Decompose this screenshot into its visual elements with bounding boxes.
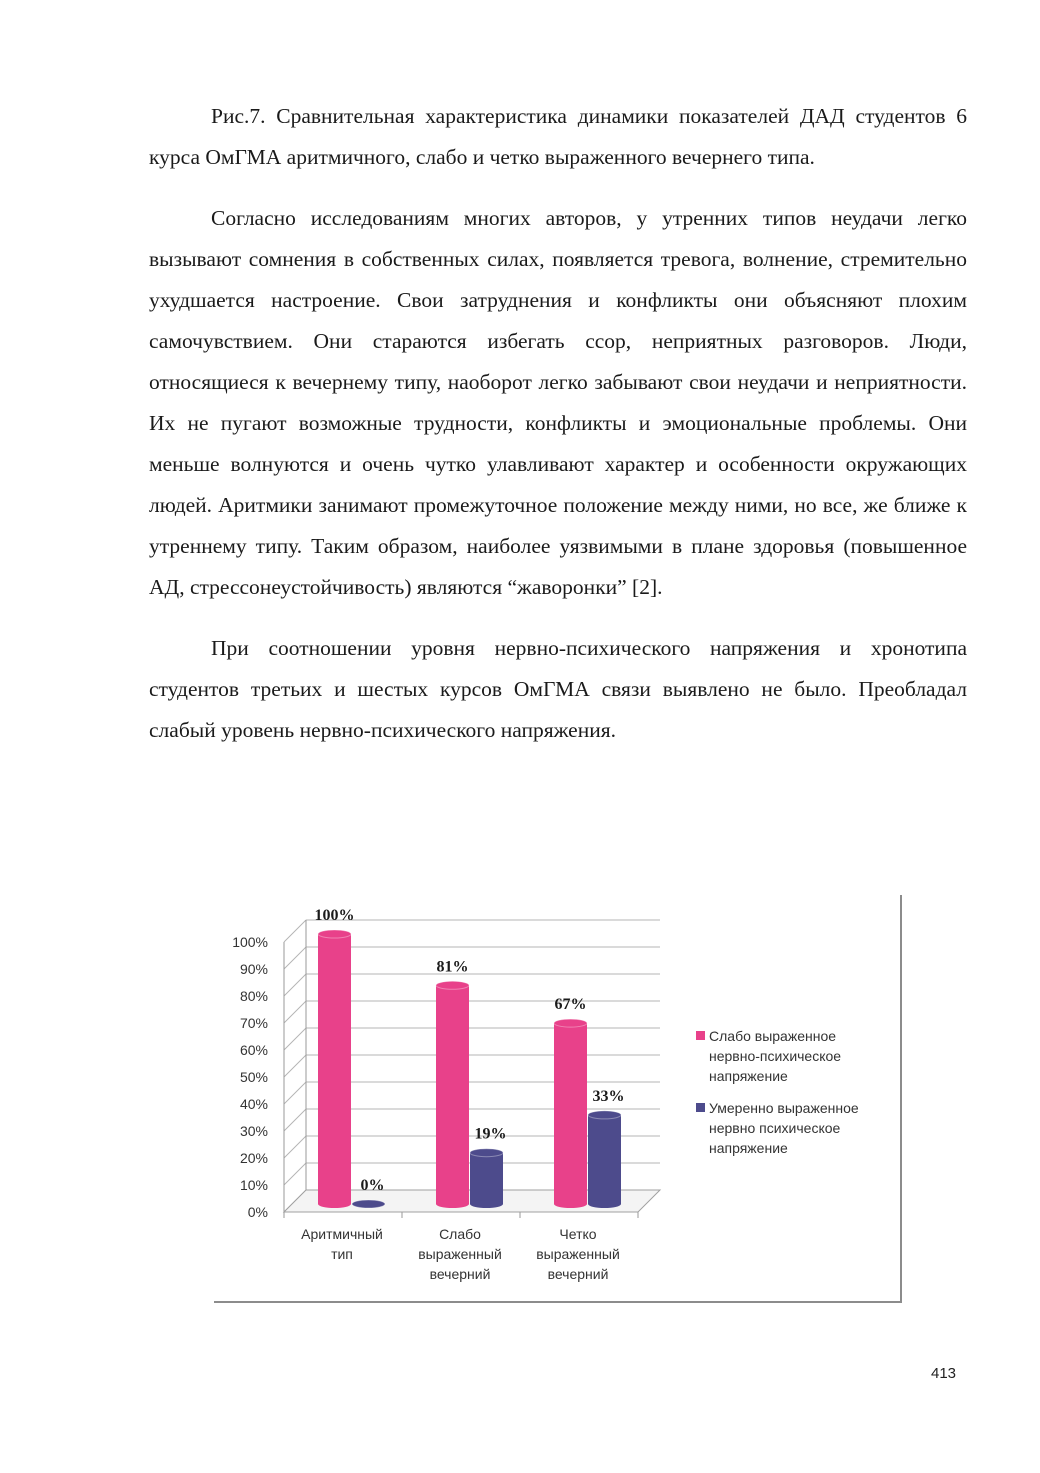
chart-container <box>214 895 902 1303</box>
data-label: 81% <box>436 958 469 976</box>
bar-top <box>318 930 351 938</box>
y-tick-label: 20% <box>239 1150 268 1166</box>
bar-base <box>588 1200 621 1208</box>
page-text <box>149 96 967 751</box>
y-tick-label: 90% <box>239 961 268 977</box>
data-label: 100% <box>314 907 355 924</box>
bar <box>554 1023 587 1204</box>
y-tick-label: 80% <box>239 988 268 1004</box>
legend-label: нервно-психическое <box>709 1048 842 1064</box>
x-tick-label: выраженный <box>418 1246 502 1262</box>
bar <box>318 934 351 1204</box>
y-tick-label: 0% <box>247 1204 268 1220</box>
gridline-depth <box>284 1136 306 1158</box>
bar-base <box>318 1200 351 1208</box>
y-tick-label: 30% <box>239 1123 268 1139</box>
x-tick-label: вечерний <box>429 1266 491 1282</box>
y-tick-label: 60% <box>239 1042 268 1058</box>
legend-label: напряжение <box>709 1140 788 1156</box>
data-label: 19% <box>474 1125 507 1143</box>
bar-top <box>588 1111 621 1119</box>
legend-swatch <box>696 1031 705 1040</box>
x-tick-label: выраженный <box>536 1246 620 1262</box>
bar-base <box>436 1200 469 1208</box>
figure-caption: Рис.7. Сравнительная характеристика динамики показателей ДАД студентов 6 курса ОмГМА аритмичного, слабо и четко выраженного вечернего типа. <box>149 104 967 169</box>
gridline-depth <box>284 1163 306 1185</box>
page-number: 413 <box>931 1365 957 1382</box>
data-label: 33% <box>592 1087 625 1105</box>
gridline-depth <box>284 920 306 942</box>
gridline-depth <box>284 1001 306 1023</box>
gridline-depth <box>284 1082 306 1104</box>
bar-top <box>470 1149 503 1157</box>
bar <box>470 1153 503 1204</box>
x-tick-label: Слабо <box>439 1226 481 1242</box>
body-paragraph-1: Согласно исследованиям многих авторов, у утренних типов неудачи легко вызывают сомнения в собственных силах, появляется тревога, волнение, стремительно ухудшается настроение. Свои затруднения и конфликты они объясняют плохим самочувствием. Они стараются избегать ссор, неприятных разговоров. Люди, относящиеся к вечернему типу, наоборот легко забывают свои неудачи и неприятности. Их не пугают возможные трудности, конфликты и эмоциональные проблемы. Они меньше волнуются и очень чутко улавливают характер и особенности окружающих людей. Аритмики занимают промежуточное положение между ними, но все, же ближе к утреннему типу. Таким образом, наиболее уязвимыми в плане здоровья (повышенное АД, стрессонеустойчивость) являются “жаворонки” [2]. <box>149 206 967 599</box>
gridline-depth <box>284 1055 306 1077</box>
bar-top <box>554 1019 587 1027</box>
bar <box>436 985 469 1204</box>
bar <box>588 1115 621 1204</box>
y-tick-label: 40% <box>239 1096 268 1112</box>
bar-top <box>352 1200 385 1208</box>
y-tick-label: 10% <box>239 1177 268 1193</box>
x-tick-label: Четко <box>559 1226 597 1242</box>
y-tick-label: 50% <box>239 1069 268 1085</box>
y-tick-label: 100% <box>232 934 268 950</box>
y-tick-label: 70% <box>239 1015 268 1031</box>
chart <box>214 895 902 1303</box>
gridline-depth <box>284 1028 306 1050</box>
legend-label: Слабо выраженное <box>709 1028 837 1044</box>
x-tick-label: тип <box>331 1246 353 1262</box>
legend-label: напряжение <box>709 1068 788 1084</box>
x-tick-label: вечерний <box>547 1266 609 1282</box>
body-paragraph-2: При соотношении уровня нервно-психического напряжения и хронотипа студентов третьих и шестых курсов ОмГМА связи выявлено не было. Преобладал слабый уровень нервно-психического напряжения. <box>149 636 967 742</box>
bar-top <box>436 981 469 989</box>
bar-base <box>554 1200 587 1208</box>
gridline-depth <box>284 974 306 996</box>
gridline-depth <box>284 1109 306 1131</box>
legend-label: Умеренно выраженное <box>709 1100 859 1116</box>
legend-label: нервно психическое <box>709 1120 841 1136</box>
gridline-depth <box>284 947 306 969</box>
data-label: 0% <box>360 1177 385 1194</box>
x-tick-label: Аритмичный <box>301 1226 383 1242</box>
bar-base <box>470 1200 503 1208</box>
data-label: 67% <box>554 996 587 1014</box>
legend-swatch <box>696 1103 705 1112</box>
